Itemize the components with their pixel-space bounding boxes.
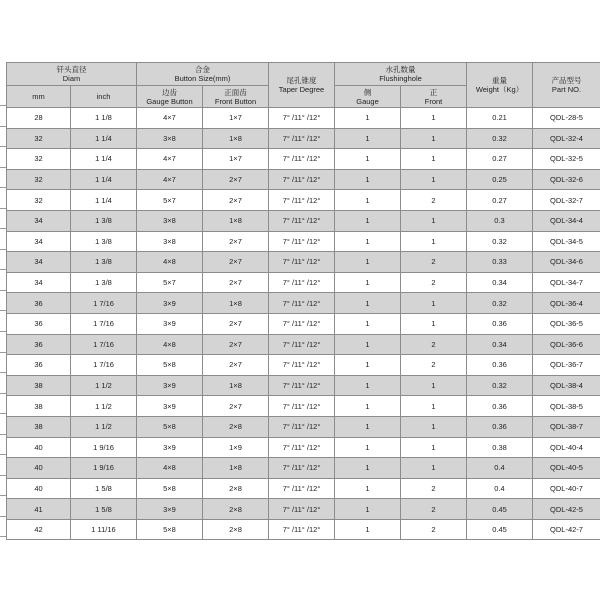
table-row: [7, 108, 600, 129]
gauge-button-cell: 3×8: [137, 128, 203, 149]
front-button-header: [203, 86, 269, 108]
weight-cell: 0.45: [467, 499, 533, 520]
taper-degree-cell: 7° /11° /12°: [269, 252, 335, 273]
part-no-cell: QDL-42-5: [533, 499, 600, 520]
diam-mm-cell: 32: [7, 149, 71, 170]
gauge-hole-cell: 1: [335, 375, 401, 396]
part-no-cell: QDL-32-6: [533, 169, 600, 190]
weight-header: [467, 63, 533, 108]
gauge-button-cell: 3×9: [137, 293, 203, 314]
gauge-hole-cell: 1: [335, 231, 401, 252]
gauge-button-cell: 5×8: [137, 519, 203, 540]
mm-header: mm: [7, 86, 71, 108]
diam-inch-cell: 1 5/8: [71, 478, 137, 499]
taper-degree-cell: 7° /11° /12°: [269, 190, 335, 211]
front-hole-header-cn: 正: [429, 87, 438, 97]
gauge-button-header-en: Gauge Button: [146, 96, 193, 106]
gauge-hole-header-cn: 侧: [363, 87, 372, 97]
weight-cell: 0.32: [467, 231, 533, 252]
front-hole-cell: 2: [401, 519, 467, 540]
diam-mm-cell: 36: [7, 334, 71, 355]
diam-mm-cell: 38: [7, 416, 71, 437]
table-row: [7, 293, 600, 314]
table-row: [7, 190, 600, 211]
taper-degree-cell: 7° /11° /12°: [269, 355, 335, 376]
front-hole-cell: 2: [401, 252, 467, 273]
table-row: [7, 478, 600, 499]
weight-cell: 0.36: [467, 416, 533, 437]
gauge-button-cell: 3×9: [137, 499, 203, 520]
gauge-button-cell: 3×8: [137, 210, 203, 231]
front-button-header-cn: 正面齿: [224, 87, 247, 97]
part-no-cell: QDL-36-4: [533, 293, 600, 314]
table-header: [7, 63, 600, 108]
gauge-hole-cell: 1: [335, 252, 401, 273]
gauge-hole-cell: 1: [335, 499, 401, 520]
table-row: [7, 519, 600, 540]
diam-mm-cell: 42: [7, 519, 71, 540]
front-button-cell: 2×7: [203, 334, 269, 355]
gauge-button-cell: 3×9: [137, 313, 203, 334]
taper-degree-cell: 7° /11° /12°: [269, 128, 335, 149]
table-body: [7, 108, 600, 540]
front-button-cell: 1×8: [203, 458, 269, 479]
gauge-button-cell: 4×8: [137, 252, 203, 273]
part-no-cell: QDL-32-4: [533, 128, 600, 149]
diam-inch-cell: 1 1/2: [71, 396, 137, 417]
gauge-hole-header: [335, 86, 401, 108]
gauge-button-cell: 5×7: [137, 272, 203, 293]
front-button-cell: 2×8: [203, 416, 269, 437]
gauge-button-cell: 4×8: [137, 458, 203, 479]
inch-header: inch: [71, 86, 137, 108]
table-row: [7, 437, 600, 458]
front-hole-cell: 2: [401, 499, 467, 520]
gauge-button-header: [137, 86, 203, 108]
diam-inch-cell: 1 11/16: [71, 519, 137, 540]
diam-inch-cell: 1 9/16: [71, 458, 137, 479]
diam-inch-cell: 1 7/16: [71, 313, 137, 334]
gauge-button-cell: 4×7: [137, 108, 203, 129]
flushing-hole-header: [335, 63, 467, 86]
table-row: [7, 396, 600, 417]
diam-inch-cell: 1 5/8: [71, 499, 137, 520]
taper-header: [269, 63, 335, 108]
diam-inch-cell: 1 3/8: [71, 210, 137, 231]
gauge-hole-cell: 1: [335, 313, 401, 334]
table-row: [7, 458, 600, 479]
taper-header-cn: 尾孔锥度: [286, 76, 317, 85]
gauge-button-cell: 3×9: [137, 375, 203, 396]
front-hole-header-en: Front: [424, 96, 443, 106]
diam-header-en: Diam: [62, 74, 81, 83]
gauge-button-cell: 4×7: [137, 169, 203, 190]
gauge-button-cell: 5×7: [137, 190, 203, 211]
diam-mm-cell: 34: [7, 210, 71, 231]
weight-cell: 0.36: [467, 355, 533, 376]
part-no-cell: QDL-40-7: [533, 478, 600, 499]
front-hole-cell: 1: [401, 149, 467, 170]
part-no-cell: QDL-42-7: [533, 519, 600, 540]
taper-degree-cell: 7° /11° /12°: [269, 478, 335, 499]
taper-degree-cell: 7° /11° /12°: [269, 499, 335, 520]
front-hole-header: [401, 86, 467, 108]
front-hole-cell: 1: [401, 169, 467, 190]
diam-mm-cell: 36: [7, 355, 71, 376]
diam-inch-cell: 1 1/4: [71, 190, 137, 211]
table-row: [7, 169, 600, 190]
button-size-header: [137, 63, 269, 86]
gauge-hole-header-en: Gauge: [356, 96, 379, 106]
diam-inch-cell: 1 3/8: [71, 252, 137, 273]
weight-cell: 0.36: [467, 396, 533, 417]
gauge-hole-cell: 1: [335, 190, 401, 211]
front-hole-cell: 2: [401, 334, 467, 355]
weight-cell: 0.4: [467, 478, 533, 499]
diam-mm-cell: 36: [7, 293, 71, 314]
part-no-cell: QDL-34-4: [533, 210, 600, 231]
front-button-cell: 2×8: [203, 478, 269, 499]
gauge-hole-cell: 1: [335, 458, 401, 479]
front-hole-cell: 1: [401, 231, 467, 252]
gauge-hole-cell: 1: [335, 108, 401, 129]
taper-degree-cell: 7° /11° /12°: [269, 293, 335, 314]
flushing-hole-header-cn: 水孔数量: [385, 65, 416, 74]
weight-cell: 0.21: [467, 108, 533, 129]
table-row: [7, 149, 600, 170]
front-button-cell: 2×7: [203, 396, 269, 417]
diam-mm-cell: 40: [7, 458, 71, 479]
taper-degree-cell: 7° /11° /12°: [269, 519, 335, 540]
taper-degree-cell: 7° /11° /12°: [269, 313, 335, 334]
front-hole-cell: 1: [401, 210, 467, 231]
weight-header-cn: 重量: [492, 76, 508, 85]
diam-inch-cell: 1 1/8: [71, 108, 137, 129]
diam-mm-cell: 32: [7, 190, 71, 211]
front-button-cell: 1×7: [203, 108, 269, 129]
front-hole-cell: 2: [401, 355, 467, 376]
button-bit-spec-table: [6, 62, 600, 540]
diam-inch-cell: 1 1/4: [71, 149, 137, 170]
gauge-hole-cell: 1: [335, 416, 401, 437]
weight-cell: 0.33: [467, 252, 533, 273]
part-no-cell: QDL-34-5: [533, 231, 600, 252]
front-hole-cell: 2: [401, 272, 467, 293]
weight-cell: 0.32: [467, 375, 533, 396]
taper-degree-cell: 7° /11° /12°: [269, 169, 335, 190]
front-button-cell: 2×7: [203, 313, 269, 334]
diam-inch-cell: 1 1/2: [71, 375, 137, 396]
part-no-header: [533, 63, 600, 108]
front-button-cell: 1×8: [203, 293, 269, 314]
table-row: [7, 334, 600, 355]
diam-inch-cell: 1 7/16: [71, 334, 137, 355]
diam-mm-cell: 28: [7, 108, 71, 129]
front-hole-cell: 1: [401, 396, 467, 417]
weight-cell: 0.3: [467, 210, 533, 231]
taper-degree-cell: 7° /11° /12°: [269, 210, 335, 231]
diam-mm-cell: 36: [7, 313, 71, 334]
gauge-button-cell: 3×9: [137, 437, 203, 458]
taper-degree-cell: 7° /11° /12°: [269, 375, 335, 396]
flushing-hole-header-en: Flushinghole: [379, 74, 422, 83]
taper-degree-cell: 7° /11° /12°: [269, 458, 335, 479]
front-hole-cell: 1: [401, 458, 467, 479]
table-row: [7, 272, 600, 293]
front-hole-cell: 1: [401, 128, 467, 149]
gauge-button-header-cn: 边齿: [162, 87, 177, 97]
front-button-cell: 1×7: [203, 149, 269, 170]
front-hole-cell: 2: [401, 478, 467, 499]
front-button-cell: 2×7: [203, 252, 269, 273]
gauge-button-cell: 4×7: [137, 149, 203, 170]
weight-cell: 0.38: [467, 437, 533, 458]
front-hole-cell: 1: [401, 437, 467, 458]
part-no-cell: QDL-28-5: [533, 108, 600, 129]
front-button-cell: 2×7: [203, 355, 269, 376]
gauge-button-cell: 4×8: [137, 334, 203, 355]
table-row: [7, 231, 600, 252]
gauge-hole-cell: 1: [335, 210, 401, 231]
part-no-cell: QDL-36-7: [533, 355, 600, 376]
diam-mm-cell: 38: [7, 375, 71, 396]
table-row: [7, 313, 600, 334]
diam-mm-cell: 34: [7, 272, 71, 293]
part-no-cell: QDL-32-5: [533, 149, 600, 170]
diam-mm-cell: 32: [7, 169, 71, 190]
gauge-hole-cell: 1: [335, 478, 401, 499]
gauge-hole-cell: 1: [335, 128, 401, 149]
table-row: [7, 128, 600, 149]
gauge-hole-cell: 1: [335, 169, 401, 190]
front-button-cell: 1×9: [203, 437, 269, 458]
front-hole-cell: 1: [401, 108, 467, 129]
diam-header: [7, 63, 137, 86]
gauge-button-cell: 5×8: [137, 355, 203, 376]
gauge-hole-cell: 1: [335, 334, 401, 355]
gauge-button-cell: 5×8: [137, 478, 203, 499]
part-no-cell: QDL-38-5: [533, 396, 600, 417]
taper-degree-cell: 7° /11° /12°: [269, 437, 335, 458]
gauge-hole-cell: 1: [335, 437, 401, 458]
weight-cell: 0.34: [467, 272, 533, 293]
front-hole-cell: 1: [401, 293, 467, 314]
part-no-cell: QDL-36-6: [533, 334, 600, 355]
front-button-cell: 2×7: [203, 231, 269, 252]
front-button-cell: 2×8: [203, 519, 269, 540]
front-button-cell: 2×7: [203, 169, 269, 190]
part-no-header-cn: 产品型号: [551, 76, 582, 85]
spec-table-container: [6, 62, 600, 540]
part-no-header-en: Part NO.: [551, 85, 582, 94]
weight-cell: 0.27: [467, 190, 533, 211]
table-row: [7, 210, 600, 231]
diam-inch-cell: 1 1/4: [71, 128, 137, 149]
gauge-hole-cell: 1: [335, 272, 401, 293]
gauge-hole-cell: 1: [335, 519, 401, 540]
diam-mm-cell: 41: [7, 499, 71, 520]
front-button-cell: 2×7: [203, 272, 269, 293]
front-button-cell: 1×8: [203, 210, 269, 231]
diam-mm-cell: 38: [7, 396, 71, 417]
gauge-button-cell: 5×8: [137, 416, 203, 437]
weight-cell: 0.36: [467, 313, 533, 334]
gauge-button-cell: 3×8: [137, 231, 203, 252]
table-row: [7, 499, 600, 520]
part-no-cell: QDL-32-7: [533, 190, 600, 211]
part-no-cell: QDL-34-7: [533, 272, 600, 293]
part-no-cell: QDL-40-4: [533, 437, 600, 458]
part-no-cell: QDL-34-6: [533, 252, 600, 273]
button-size-header-en: Button Size(mm): [174, 74, 231, 83]
table-row: [7, 355, 600, 376]
diam-inch-cell: 1 3/8: [71, 272, 137, 293]
part-no-cell: QDL-40-5: [533, 458, 600, 479]
diam-inch-cell: 1 7/16: [71, 355, 137, 376]
taper-degree-cell: 7° /11° /12°: [269, 108, 335, 129]
weight-cell: 0.4: [467, 458, 533, 479]
taper-degree-cell: 7° /11° /12°: [269, 231, 335, 252]
diam-mm-cell: 34: [7, 231, 71, 252]
weight-cell: 0.25: [467, 169, 533, 190]
part-no-cell: QDL-36-5: [533, 313, 600, 334]
taper-degree-cell: 7° /11° /12°: [269, 149, 335, 170]
diam-inch-cell: 1 9/16: [71, 437, 137, 458]
weight-cell: 0.45: [467, 519, 533, 540]
diam-inch-cell: 1 7/16: [71, 293, 137, 314]
diam-inch-cell: 1 1/4: [71, 169, 137, 190]
diam-mm-cell: 40: [7, 478, 71, 499]
taper-degree-cell: 7° /11° /12°: [269, 334, 335, 355]
front-button-header-en: Front Button: [214, 96, 257, 106]
gauge-button-cell: 3×9: [137, 396, 203, 417]
taper-degree-cell: 7° /11° /12°: [269, 396, 335, 417]
button-size-header-cn: 合金: [195, 65, 210, 74]
taper-header-en: Taper Degree: [278, 85, 325, 94]
part-no-cell: QDL-38-7: [533, 416, 600, 437]
front-hole-cell: 1: [401, 416, 467, 437]
gauge-hole-cell: 1: [335, 149, 401, 170]
front-hole-cell: 2: [401, 190, 467, 211]
diam-mm-cell: 32: [7, 128, 71, 149]
table-row: [7, 252, 600, 273]
weight-cell: 0.32: [467, 293, 533, 314]
front-button-cell: 1×8: [203, 128, 269, 149]
taper-degree-cell: 7° /11° /12°: [269, 272, 335, 293]
front-button-cell: 2×7: [203, 190, 269, 211]
weight-cell: 0.34: [467, 334, 533, 355]
weight-cell: 0.32: [467, 128, 533, 149]
diam-header-cn: 钎头直径: [56, 65, 87, 74]
weight-header-en: Weight（Kg）: [475, 85, 524, 94]
gauge-hole-cell: 1: [335, 293, 401, 314]
table-row: [7, 375, 600, 396]
diam-mm-cell: 34: [7, 252, 71, 273]
front-hole-cell: 1: [401, 375, 467, 396]
gauge-hole-cell: 1: [335, 355, 401, 376]
part-no-cell: QDL-38-4: [533, 375, 600, 396]
diam-mm-cell: 40: [7, 437, 71, 458]
diam-inch-cell: 1 1/2: [71, 416, 137, 437]
gauge-hole-cell: 1: [335, 396, 401, 417]
front-button-cell: 1×8: [203, 375, 269, 396]
front-hole-cell: 1: [401, 313, 467, 334]
diam-inch-cell: 1 3/8: [71, 231, 137, 252]
table-row: [7, 416, 600, 437]
taper-degree-cell: 7° /11° /12°: [269, 416, 335, 437]
weight-cell: 0.27: [467, 149, 533, 170]
front-button-cell: 2×8: [203, 499, 269, 520]
